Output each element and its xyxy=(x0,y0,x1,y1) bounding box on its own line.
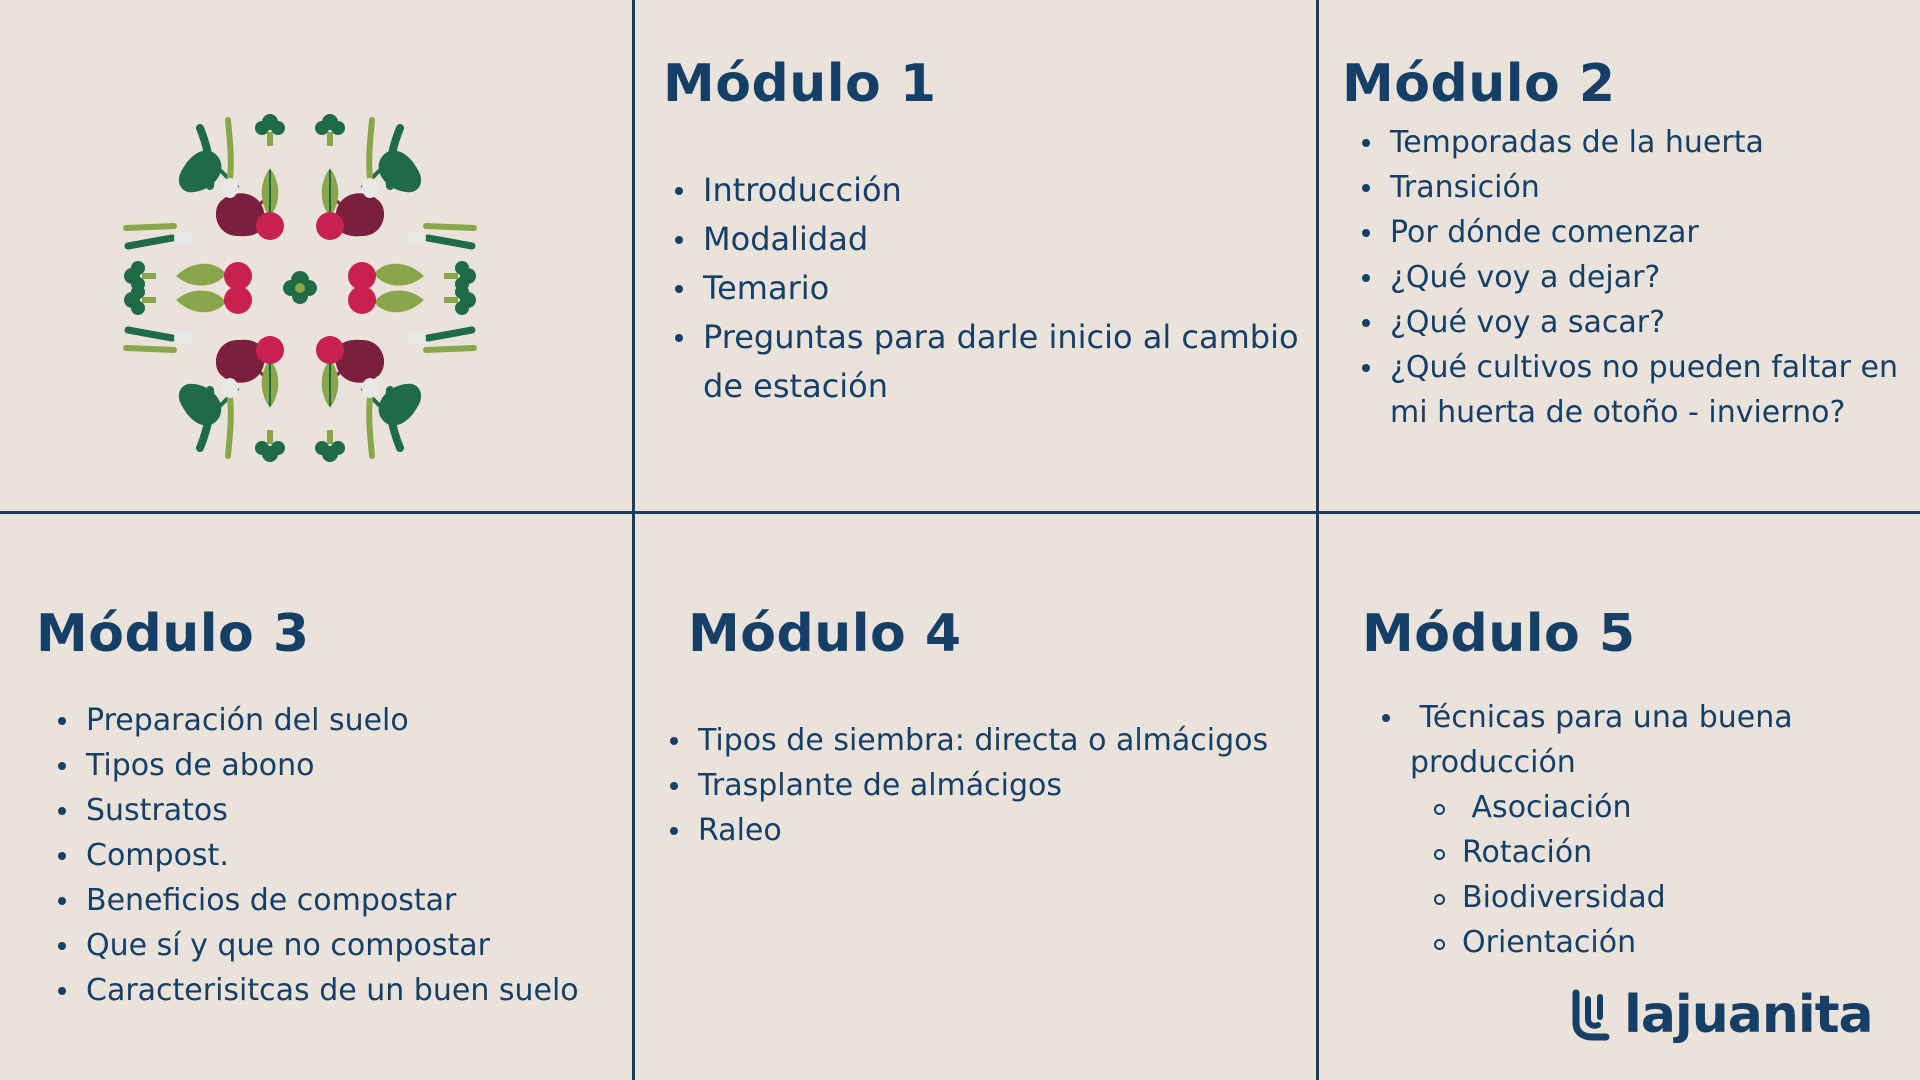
list-item: Compost. xyxy=(86,833,636,878)
list-item: Introducción xyxy=(703,166,1303,215)
la-juanita-logo xyxy=(1568,980,1888,1050)
list-item xyxy=(1410,695,1902,965)
module-3-list xyxy=(36,698,636,1013)
sub-list-item: Rotación xyxy=(1462,830,1902,875)
list-item: Trasplante de almácigos xyxy=(698,763,1328,808)
list-item-text: Técnicas para una buena producción xyxy=(1410,700,1803,780)
module-2-title: Módulo 2 xyxy=(1342,54,1616,114)
logo-wordmark: lajuanita xyxy=(1624,985,1873,1045)
module-3-title: Módulo 3 xyxy=(36,604,310,664)
module-5-title: Módulo 5 xyxy=(1362,604,1636,664)
module-1-list xyxy=(663,166,1303,411)
module-2-list xyxy=(1342,120,1902,435)
module-1-title: Módulo 1 xyxy=(663,54,937,114)
sub-list-item: Biodiversidad xyxy=(1462,875,1902,920)
list-item: ¿Qué voy a dejar? xyxy=(1390,255,1902,300)
list-item: Caracterisitcas de un buen suelo xyxy=(86,968,636,1013)
grid-divider-vertical-2 xyxy=(1316,0,1319,1080)
module-2-card xyxy=(1342,54,1902,435)
list-item: Tipos de abono xyxy=(86,743,636,788)
list-item: Que sí y que no compostar xyxy=(86,923,636,968)
list-item: Temario xyxy=(703,264,1303,313)
module-1-card xyxy=(663,54,1303,411)
module-4-list xyxy=(688,718,1328,853)
list-item: Preguntas para darle inicio al cambio de estación xyxy=(703,313,1303,411)
list-item: Raleo xyxy=(698,808,1328,853)
module-5-sublist xyxy=(1410,785,1902,965)
vegetable-mandala-icon xyxy=(120,108,480,468)
module-5-card xyxy=(1362,604,1902,965)
list-item: Tipos de siembra: directa o almácigos xyxy=(698,718,1328,763)
list-item: Preparación del suelo xyxy=(86,698,636,743)
list-item: Beneficios de compostar xyxy=(86,878,636,923)
module-5-list xyxy=(1362,695,1902,965)
list-item: ¿Qué voy a sacar? xyxy=(1390,300,1902,345)
module-3-card xyxy=(36,604,636,1013)
list-item: Transición xyxy=(1390,165,1902,210)
sub-list-item: Asociación xyxy=(1462,785,1902,830)
list-item: ¿Qué cultivos no pueden faltar en mi huerta de otoño - invierno? xyxy=(1390,345,1902,435)
list-item: Sustratos xyxy=(86,788,636,833)
list-item: Por dónde comenzar xyxy=(1390,210,1902,255)
la-juanita-logo-icon xyxy=(1568,989,1614,1041)
module-4-title: Módulo 4 xyxy=(688,604,962,664)
sub-list-item: Orientación xyxy=(1462,920,1902,965)
grid-divider-horizontal xyxy=(0,511,1920,514)
module-4-card xyxy=(688,604,1328,853)
list-item: Temporadas de la huerta xyxy=(1390,120,1902,165)
vegetable-mandala-illustration xyxy=(120,108,480,468)
list-item: Modalidad xyxy=(703,215,1303,264)
